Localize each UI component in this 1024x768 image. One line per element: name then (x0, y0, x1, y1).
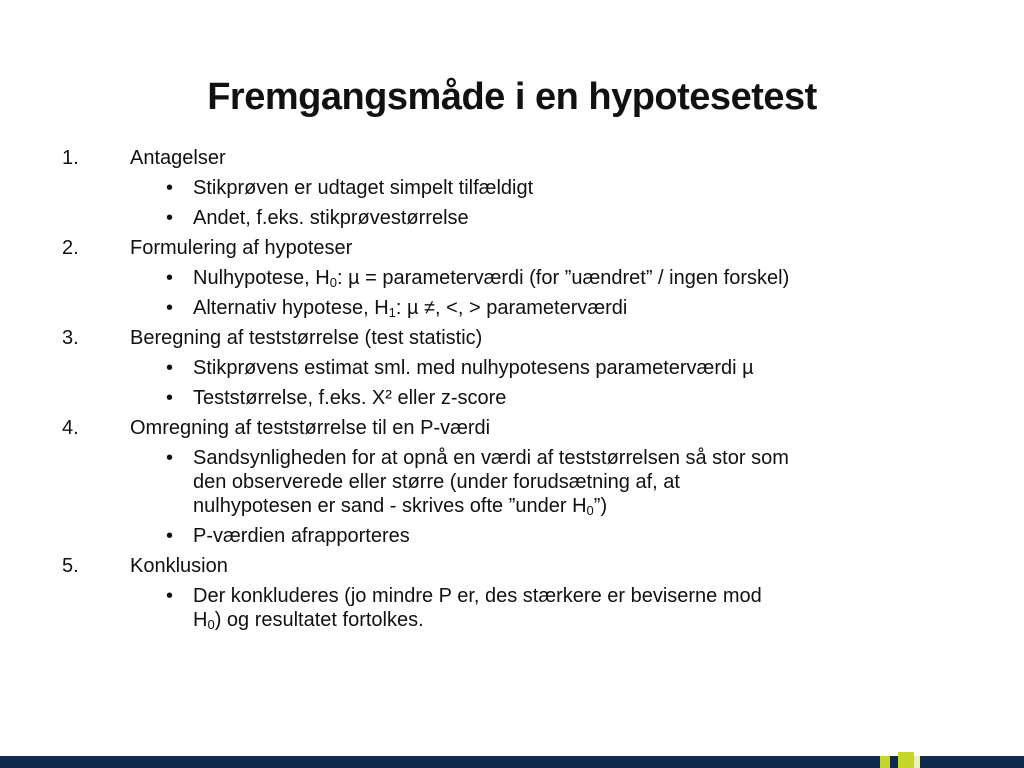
subscript: 0 (329, 275, 337, 290)
step-number: 2. (62, 237, 79, 259)
bullet-text-part: ”) (593, 495, 608, 517)
bullet-text-part: Alternativ hypotese, H (193, 297, 389, 319)
bullet-item (0, 263, 1024, 293)
slide-title: Fremgangsmåde i en hypotesetest (207, 76, 817, 118)
slide-body (0, 143, 1024, 635)
step-3 (0, 323, 1024, 353)
bullet-icon: • (166, 267, 174, 289)
footer-accent-square (880, 756, 890, 768)
bullet-icon: • (166, 525, 174, 547)
bullet-item (0, 203, 1024, 233)
bullet-text-line: Der konkluderes (jo mindre P er, des stærkere er beviserne mod (193, 585, 762, 607)
bullet-text: Teststørrelse, f.eks. X² eller z-score (193, 387, 507, 409)
step-4 (0, 413, 1024, 443)
step-number: 5. (62, 555, 79, 577)
step-label: Formulering af hypoteser (130, 237, 353, 259)
step-label: Konklusion (130, 555, 228, 577)
bullet-text-line: den observerede eller større (under forudsætning af, at (193, 471, 680, 493)
step-label: Antagelser (130, 147, 226, 169)
bullet-icon: • (166, 585, 174, 607)
bullet-item (0, 443, 1024, 521)
bullet-icon: • (166, 177, 174, 199)
bullet-item (0, 173, 1024, 203)
bullet-text-line: Sandsynligheden for at opnå en værdi af teststørrelsen så stor som (193, 447, 789, 469)
bullet-item (0, 581, 1024, 635)
step-1 (0, 143, 1024, 173)
bullet-text-part: ) og resultatet fortolkes. (214, 609, 424, 631)
subscript: 1 (388, 305, 396, 320)
step-number: 1. (62, 147, 79, 169)
bullet-text (193, 443, 983, 521)
step-number: 4. (62, 417, 79, 439)
bullet-text (193, 263, 983, 293)
bullet-item (0, 521, 1024, 551)
bullet-text: Stikprøvens estimat sml. med nulhypotesens parameterværdi µ (193, 357, 754, 379)
bullet-item (0, 353, 1024, 383)
bullet-icon: • (166, 357, 174, 379)
footer-bar (0, 756, 1024, 768)
bullet-text (193, 293, 983, 323)
bullet-text (193, 581, 983, 635)
bullet-text: Stikprøven er udtaget simpelt tilfældigt (193, 177, 534, 199)
bullet-item (0, 383, 1024, 413)
bullet-text: P-værdien afrapporteres (193, 525, 410, 547)
step-label: Omregning af teststørrelse til en P-værdi (130, 417, 491, 439)
bullet-text-part: : µ = parameterværdi (for ”uændret” / ingen forskel) (336, 267, 790, 289)
bullet-icon: • (166, 297, 174, 319)
footer-accent-square (898, 752, 914, 768)
bullet-text-part: H (193, 609, 208, 631)
step-2 (0, 233, 1024, 263)
bullet-text: Andet, f.eks. stikprøvestørrelse (193, 207, 469, 229)
step-5 (0, 551, 1024, 581)
bullet-icon: • (166, 447, 174, 469)
bullet-text-part: Nulhypotese, H (193, 267, 330, 289)
bullet-text-part: : µ ≠, <, > parameterværdi (395, 297, 628, 319)
step-number: 3. (62, 327, 79, 349)
subscript: 0 (207, 617, 215, 632)
bullet-item (0, 293, 1024, 323)
bullet-icon: • (166, 207, 174, 229)
bullet-icon: • (166, 387, 174, 409)
footer-accent-square (914, 756, 920, 768)
step-label: Beregning af teststørrelse (test statistic) (130, 327, 483, 349)
subscript: 0 (586, 503, 594, 518)
bullet-text-line: nulhypotesen er sand - skrives ofte ”under H (193, 495, 587, 517)
